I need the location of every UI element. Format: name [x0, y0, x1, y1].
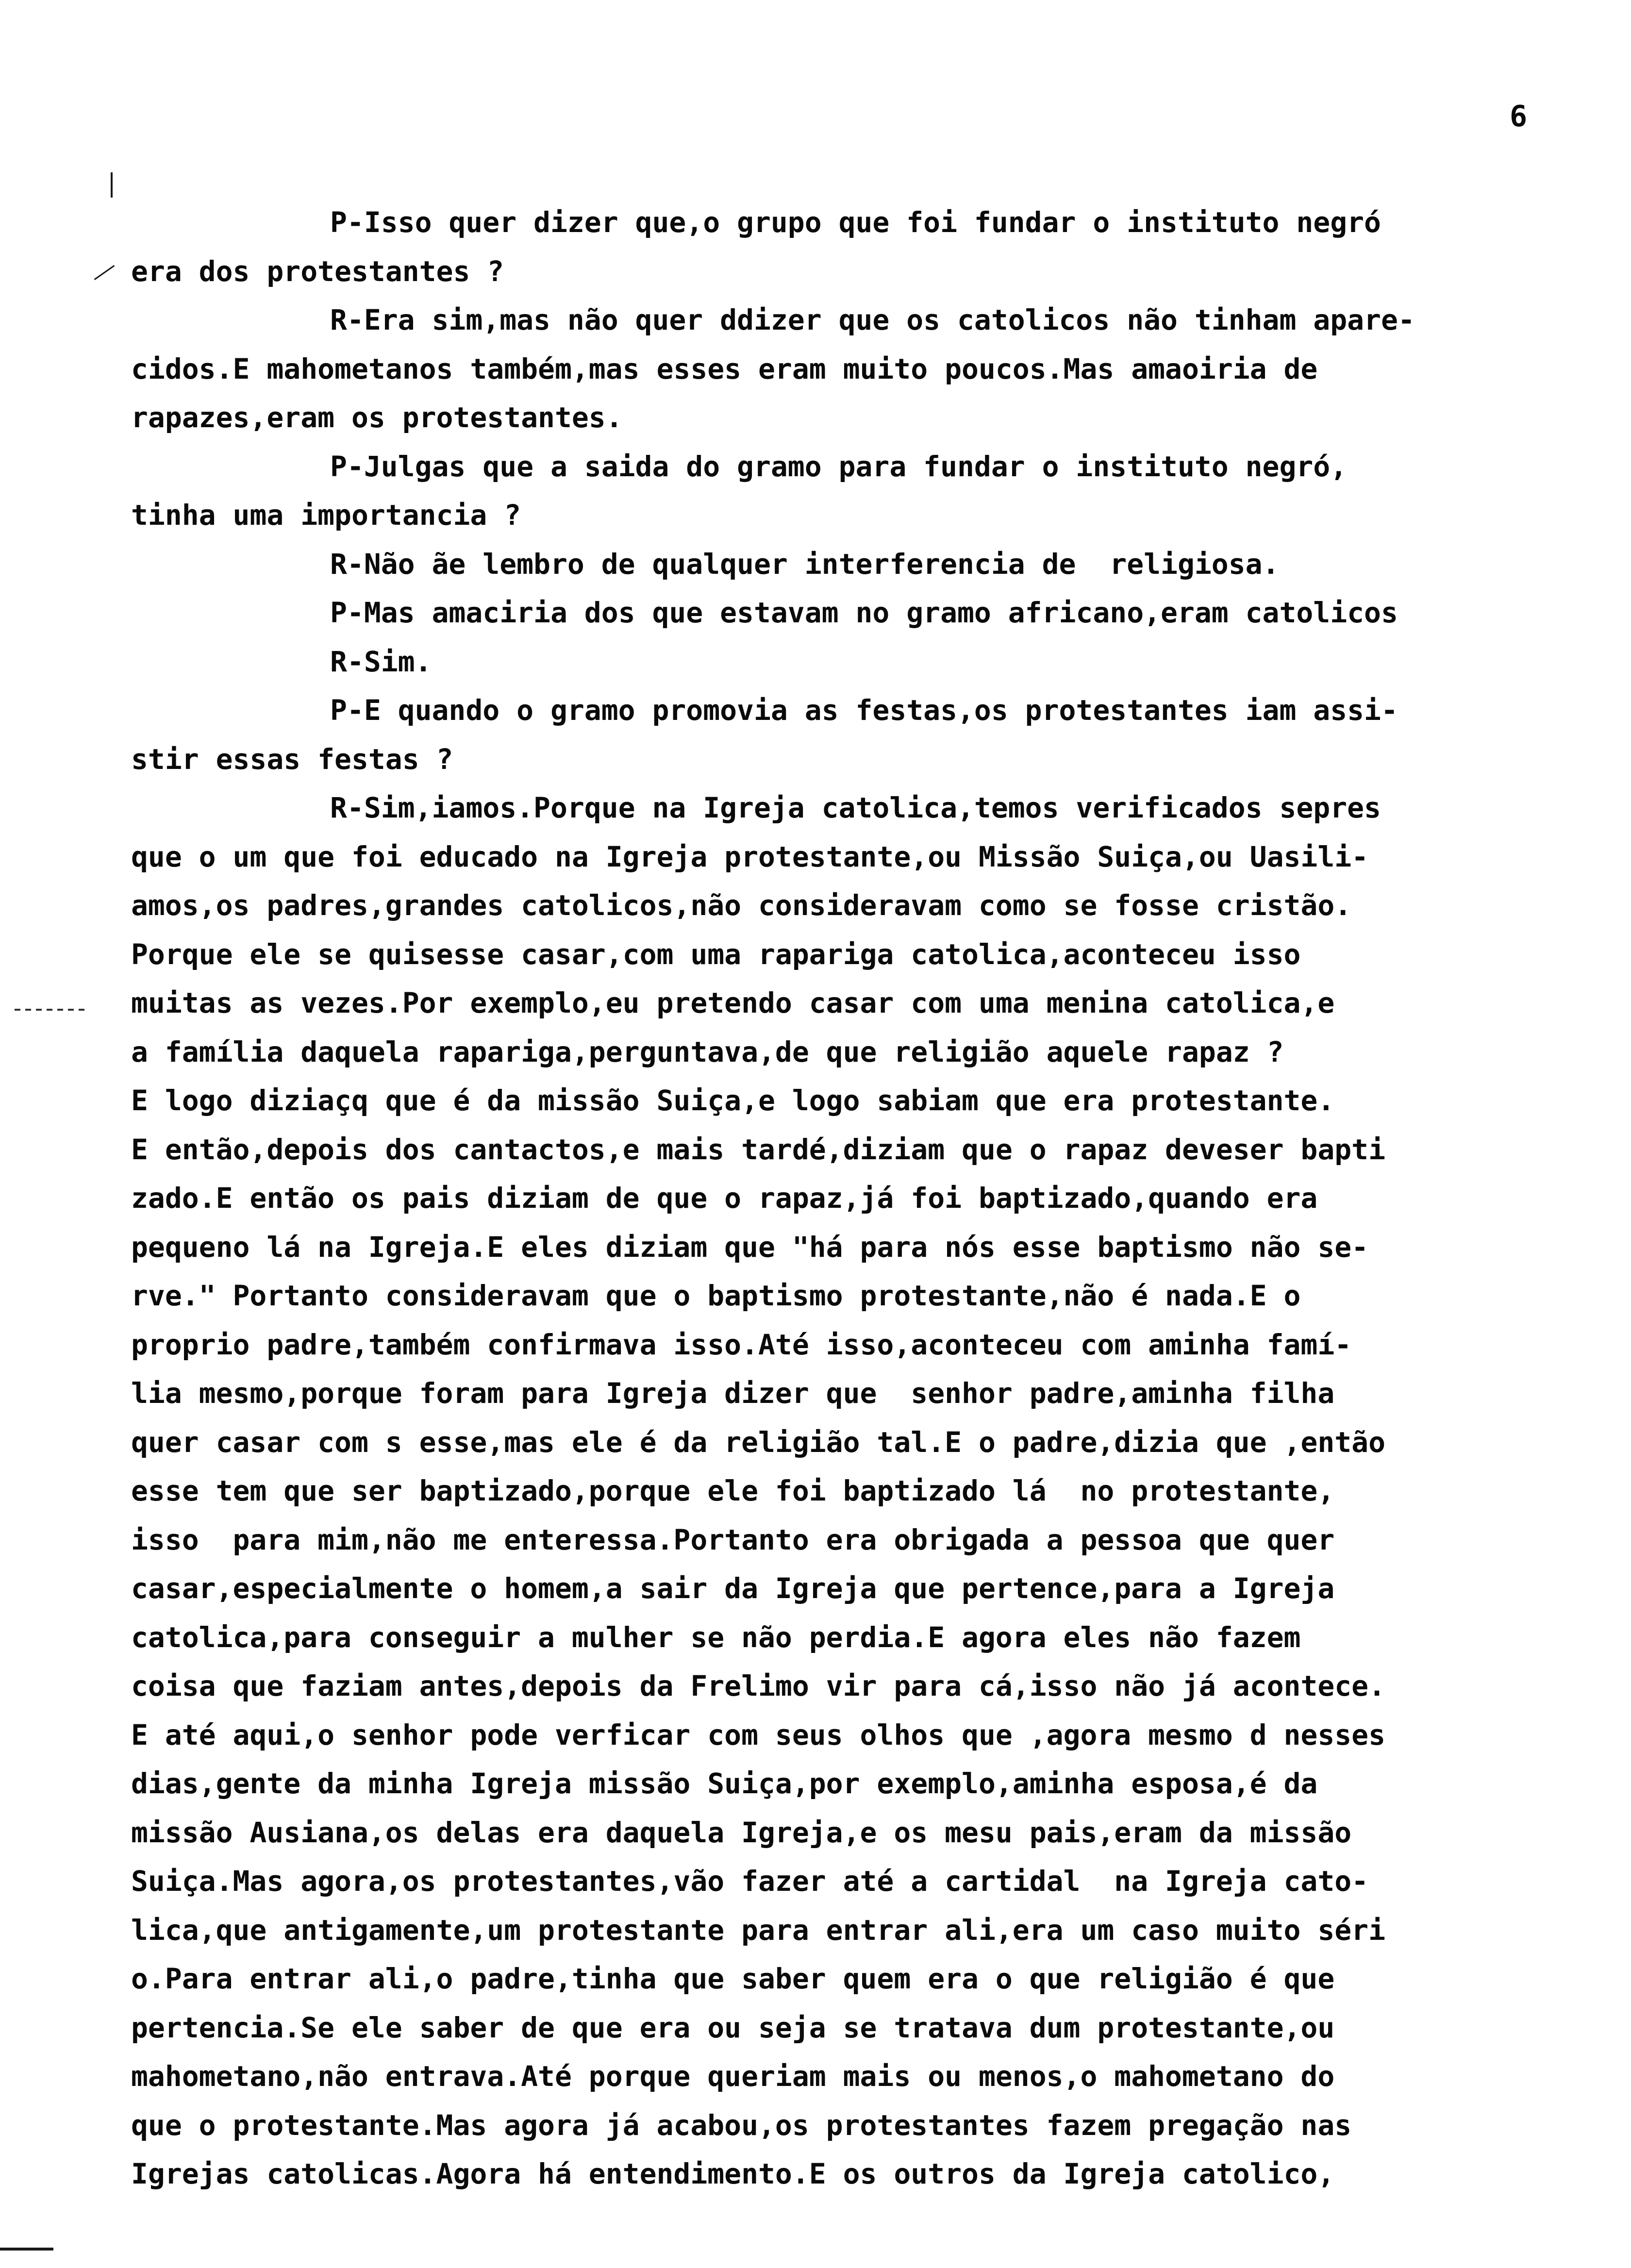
text-line: catolica,para conseguir a mulher se não perdia.E agora eles não fazem — [131, 1621, 1301, 1654]
text-line: Igrejas catolicas.Agora há entendimento.E os outros da Igreja catolico, — [131, 2157, 1335, 2190]
scan-artifact-mark — [94, 265, 115, 280]
text-line: o.Para entrar ali,o padre,tinha que saber quem era o que religião é que — [131, 1962, 1335, 1995]
text-line: lica,que antigamente,um protestante para entrar ali,era um caso muito séri — [131, 1914, 1386, 1947]
text-line: R-Era sim,mas não quer ddizer que os catolicos não tinham apare- — [330, 303, 1415, 336]
text-line: que o um que foi educado na Igreja protestante,ou Missão Suiça,ou Uasili- — [131, 840, 1369, 873]
text-line: E até aqui,o senhor pode verficar com seus olhos que ,agora mesmo d nesses — [131, 1718, 1386, 1751]
text-line: missão Ausiana,os delas era daquela Igreja,e os mesu pais,eram da missão — [131, 1816, 1352, 1849]
text-line: Suiça.Mas agora,os protestantes,vão fazer até a cartidal na Igreja cato- — [131, 1865, 1369, 1898]
page-number: 6 — [1510, 100, 1528, 133]
text-line: R-Sim,iamos.Porque na Igreja catolica,temos verificados sepres — [330, 791, 1381, 824]
text-line: cidos.E mahometanos também,mas esses eram muito poucos.Mas amaoiria de — [131, 352, 1318, 385]
text-line: R-Sim. — [330, 645, 432, 678]
text-line: isso para mim,não me enteressa.Portanto era obrigada a pessoa que quer — [131, 1523, 1335, 1556]
text-line: proprio padre,também confirmava isso.Até isso,aconteceu com aminha famí- — [131, 1328, 1352, 1361]
text-line: rve." Portanto consideravam que o baptismo protestante,não é nada.E o — [131, 1279, 1301, 1312]
text-line: P-Mas amaciria dos que estavam no gramo africano,eram catolicos — [330, 596, 1398, 629]
text-line: R-Não ãe lembro de qualquer interferencia de religiosa. — [330, 548, 1280, 581]
scan-artifact-mark — [0, 2248, 53, 2251]
text-line: que o protestante.Mas agora já acabou,os protestantes fazem pregação nas — [131, 2109, 1352, 2142]
text-line: pertencia.Se ele saber de que era ou seja se tratava dum protestante,ou — [131, 2011, 1335, 2044]
text-line: Porque ele se quisesse casar,com uma rapariga catolica,aconteceu isso — [131, 938, 1301, 971]
text-line: E então,depois dos cantactos,e mais tardé,diziam que o rapaz deveser bapti — [131, 1133, 1386, 1166]
text-line: tinha uma importancia ? — [131, 499, 521, 532]
text-line: pequeno lá na Igreja.E eles diziam que "há para nós esse baptismo não se- — [131, 1231, 1369, 1264]
text-line: lia mesmo,porque foram para Igreja dizer que senhor padre,aminha filha — [131, 1377, 1335, 1410]
text-line: era dos protestantes ? — [131, 255, 504, 288]
text-line: amos,os padres,grandes catolicos,não consideravam como se fosse cristão. — [131, 889, 1352, 922]
text-line: P-E quando o gramo promovia as festas,os protestantes iam assi- — [330, 694, 1398, 727]
text-line: esse tem que ser baptizado,porque ele foi baptizado lá no protestante, — [131, 1474, 1335, 1507]
scan-artifact-mark — [15, 1009, 87, 1011]
text-line: P-Julgas que a saida do gramo para fundar o instituto negró, — [330, 450, 1348, 483]
text-line: rapazes,eram os protestantes. — [131, 401, 623, 434]
text-line: quer casar com s esse,mas ele é da religião tal.E o padre,dizia que ,então — [131, 1426, 1386, 1459]
text-line: casar,especialmente o homem,a sair da Igreja que pertence,para a Igreja — [131, 1572, 1335, 1605]
text-line: zado.E então os pais diziam de que o rapaz,já foi baptizado,quando era — [131, 1182, 1318, 1215]
scan-artifact-mark — [111, 172, 113, 198]
text-line: mahometano,não entrava.Até porque queriam mais ou menos,o mahometano do — [131, 2060, 1335, 2093]
text-line: coisa que faziam antes,depois da Frelimo vir para cá,isso não já acontece. — [131, 1669, 1386, 1702]
text-line: E logo diziaçq que é da missão Suiça,e logo sabiam que era protestante. — [131, 1084, 1335, 1117]
text-line: P-Isso quer dizer que,o grupo que foi fundar o instituto negró — [330, 206, 1381, 239]
text-line: dias,gente da minha Igreja missão Suiça,por exemplo,aminha esposa,é da — [131, 1767, 1318, 1800]
text-line: muitas as vezes.Por exemplo,eu pretendo casar com uma menina catolica,e — [131, 986, 1335, 1019]
text-line: a família daquela rapariga,perguntava,de que religião aquele rapaz ? — [131, 1035, 1284, 1068]
text-line: stir essas festas ? — [131, 743, 453, 776]
